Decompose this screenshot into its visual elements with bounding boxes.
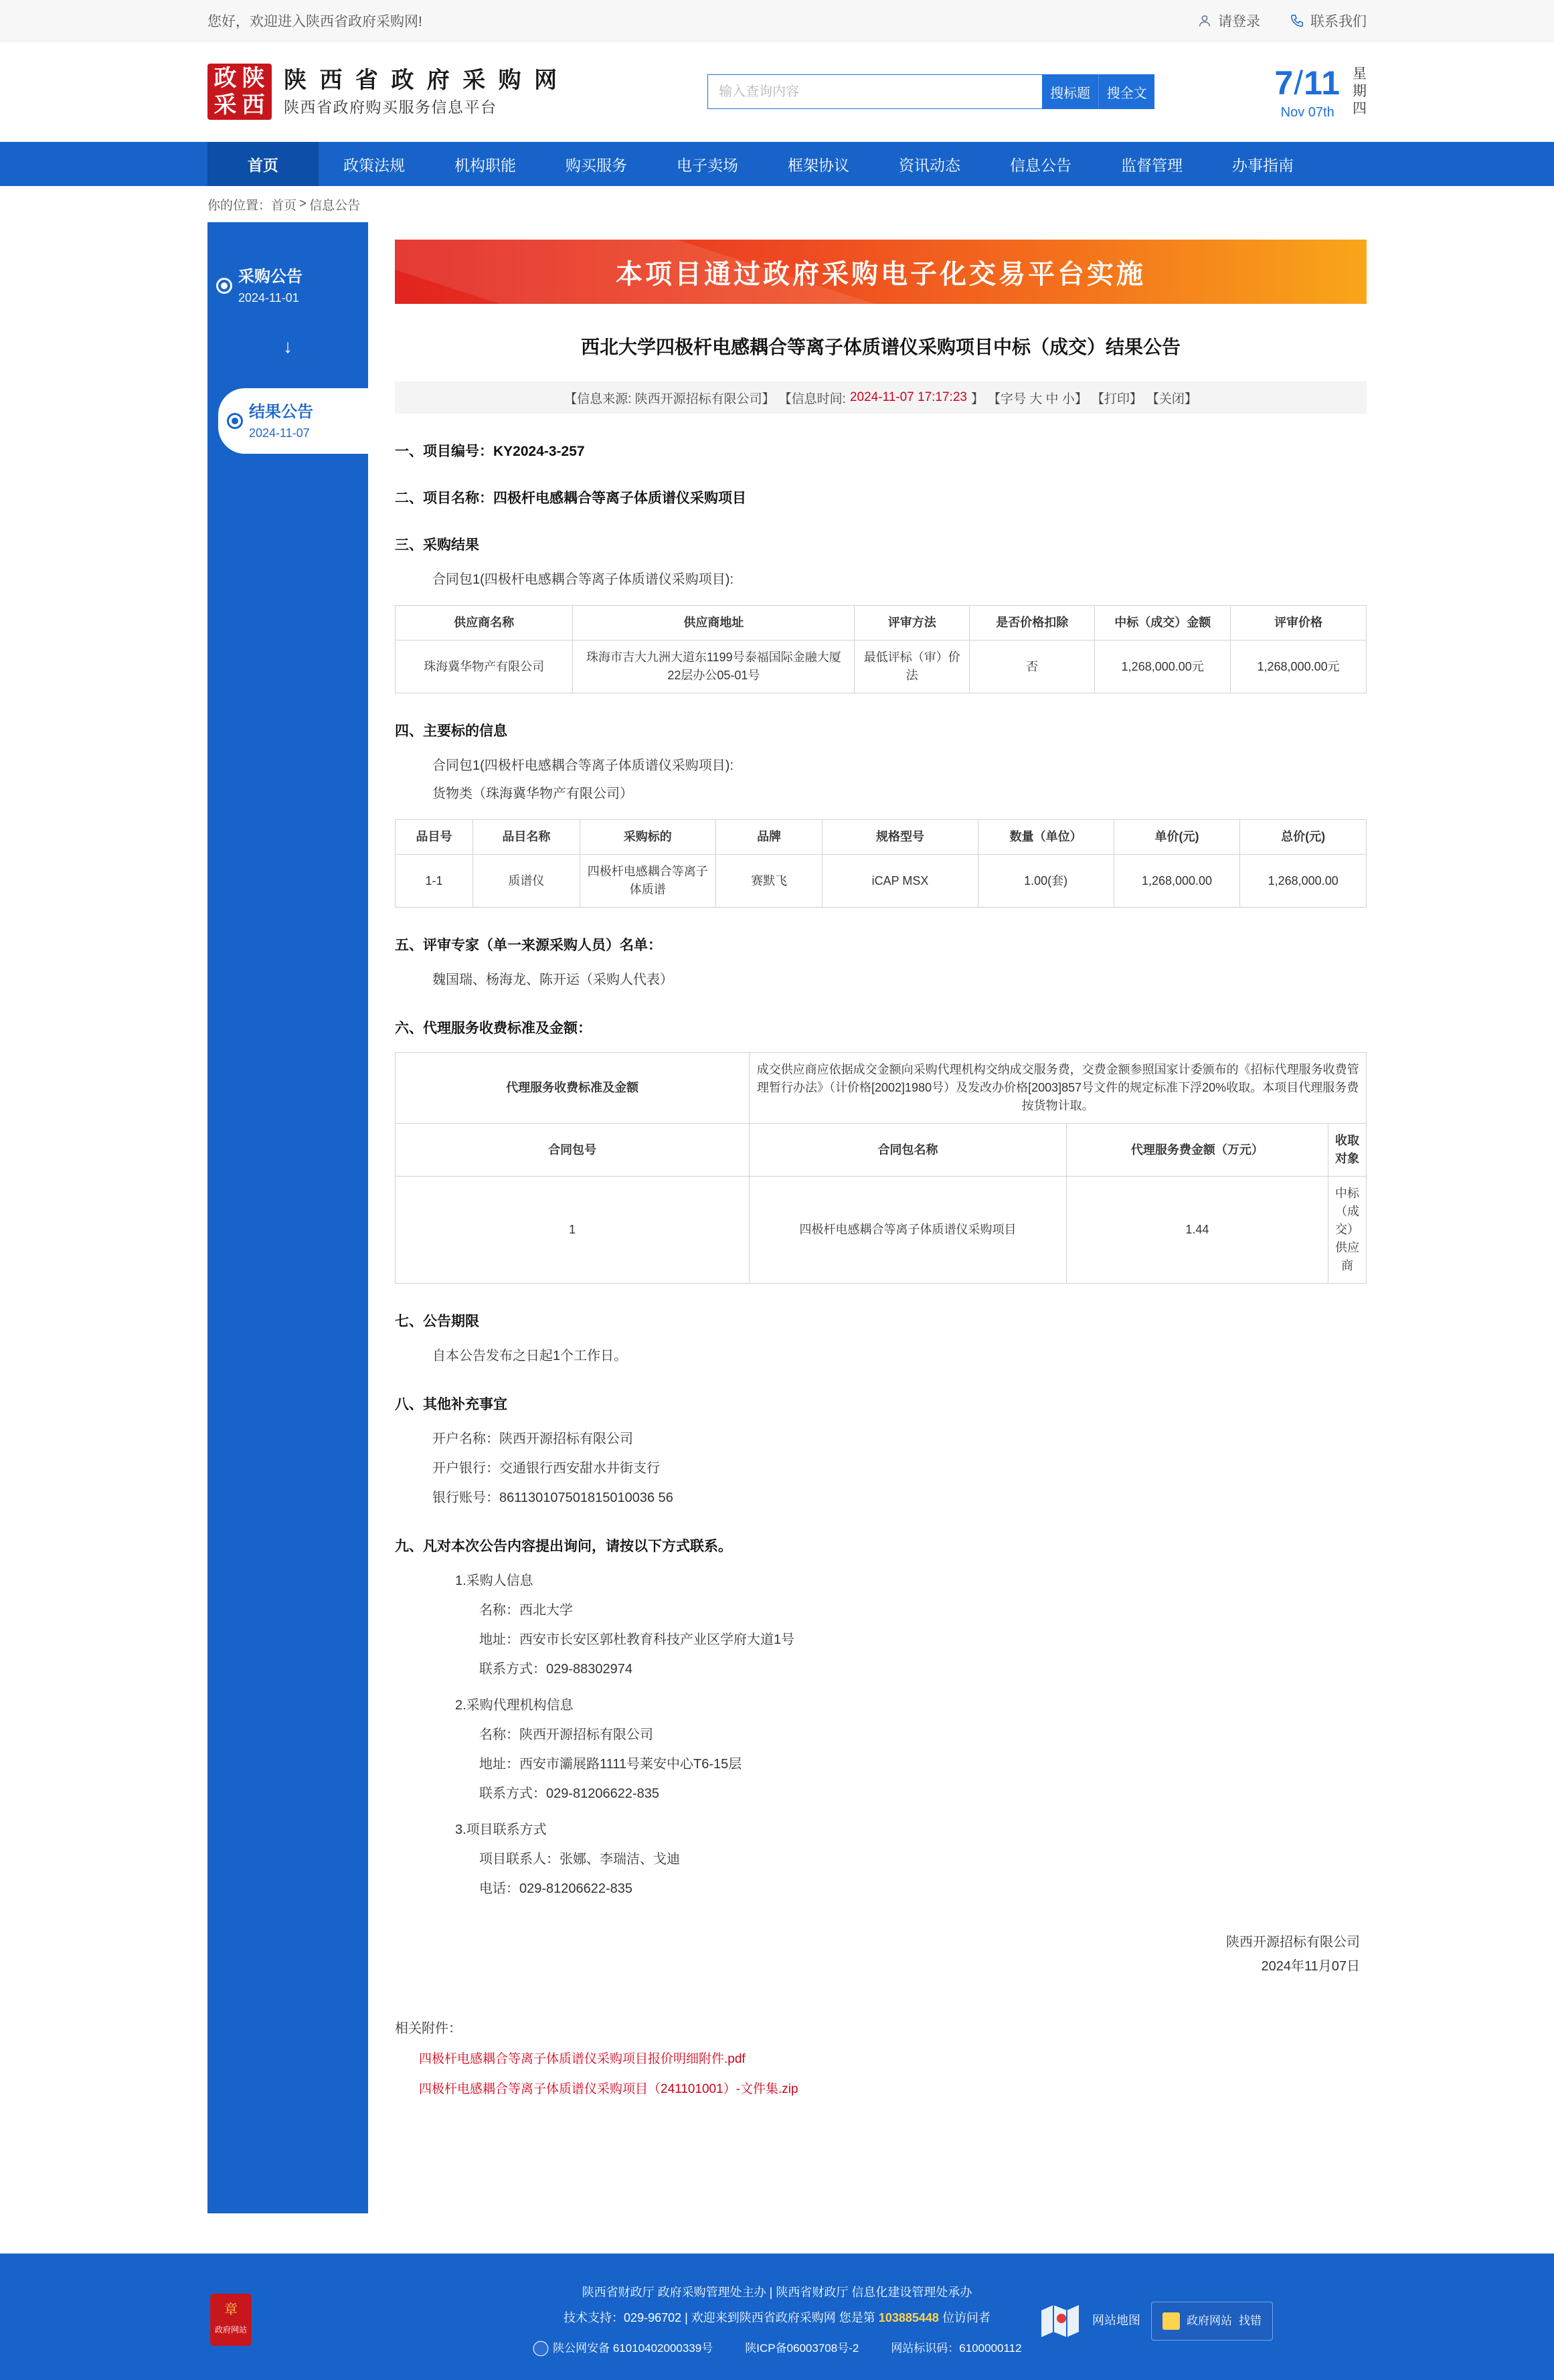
contact-2-name: 名称：陕西开源招标有限公司 <box>479 1727 653 1742</box>
section-2-title: 二、项目名称：四极杆电感耦合等离子体质谱仪采购项目 <box>395 491 746 506</box>
td-item-no: 1-1 <box>396 855 473 908</box>
contact-3-person: 项目联系人：张娜、李瑞洁、戈迪 <box>479 1852 680 1867</box>
print-link[interactable]: 【打印】 <box>1091 392 1142 406</box>
section-3-title: 三、采购结果 <box>395 537 479 553</box>
government-seal-icon <box>207 2291 254 2349</box>
platform-banner: 本项目通过政府采购电子化交易平台实施 <box>395 240 1367 304</box>
th-item-no: 品目号 <box>396 820 473 855</box>
signature-org: 陕西开源招标有限公司 <box>1226 1935 1360 1950</box>
contact-1-name: 名称：西北大学 <box>479 1603 573 1618</box>
sidebar-item-title: 采购公告 <box>238 268 303 286</box>
meta-font-size[interactable]: 【字号 大 中 小】 <box>988 392 1088 406</box>
table-row <box>396 855 1367 908</box>
login-label: 请登录 <box>1218 13 1260 29</box>
visitor-count: 103885448 <box>878 2310 939 2324</box>
meta-source: 【信息来源: 陕西开源招标有限公司】 <box>564 392 775 406</box>
table-header-row <box>396 820 1367 855</box>
contact-2-phone: 联系方式：029-81206622-835 <box>479 1786 660 1801</box>
footer-line-1: 陕西省财政厅 政府采购管理处主办 | 陕西省财政厅 信息化建设管理处承办 <box>582 2286 972 2299</box>
user-icon <box>1197 13 1212 28</box>
date-english: Nov 07th <box>1280 104 1334 120</box>
document-body <box>368 222 1367 2137</box>
th-item-name: 品目名称 <box>473 820 580 855</box>
table-header-row <box>396 1124 1367 1177</box>
section-7-body: 自本公告发布之日起1个工作日。 <box>432 1349 628 1363</box>
th-brand: 品牌 <box>715 820 823 855</box>
page-title: 西北大学四极杆电感耦合等离子体质谱仪采购项目中标（成交）结果公告 <box>580 337 1181 357</box>
th-price-deduction: 是否价格扣除 <box>970 606 1095 641</box>
footer-visitor-suffix: 位访问者 <box>942 2310 990 2324</box>
td-package-name: 四极杆电感耦合等离子体质谱仪采购项目 <box>750 1177 1067 1284</box>
contact-3-phone: 电话：029-81206622-835 <box>479 1881 633 1896</box>
top-bar-right <box>1197 11 1367 31</box>
date-widget <box>1274 64 1367 120</box>
meta-bar <box>395 381 1367 414</box>
contact-2-address: 地址：西安市灞展路1111号莱安中心T6-15层 <box>479 1757 742 1772</box>
contact-group-2-head: 2.采购代理机构信息 <box>455 1698 574 1713</box>
site-header <box>0 41 1554 142</box>
td-quantity: 1.00(套) <box>978 855 1114 908</box>
icp-record[interactable]: 陕ICP备06003708号-2 <box>745 2341 859 2355</box>
th-package-name: 合同包名称 <box>750 1124 1067 1177</box>
th-fee-payer: 收取对象 <box>1328 1124 1366 1177</box>
breadcrumb-home[interactable]: 首页 <box>271 198 297 213</box>
site-subtitle: 陕西省政府购买服务信息平台 <box>284 98 497 116</box>
top-greeting: 您好，欢迎进入陕西省政府采购网! <box>207 13 422 29</box>
td-total-price: 1,268,000.00 <box>1240 855 1367 908</box>
nav-item-functions[interactable]: 机构职能 <box>454 156 516 174</box>
svg-text:政府网站: 政府网站 <box>214 2325 248 2334</box>
section-7-title: 七、公告期限 <box>395 1314 479 1329</box>
table-row <box>396 1053 1367 1124</box>
weekday-label: 星 期 四 <box>1353 66 1367 117</box>
logo-mark-icon: 政 陕 采 西 <box>207 64 272 120</box>
section-8-line-3: 银行账号：861130107501815010036 56 <box>432 1491 673 1505</box>
attachment-link-zip[interactable]: 四极杆电感耦合等离子体质谱仪采购项目（241101001）-文件集.zip <box>419 2082 798 2096</box>
td-agency-fee: 1.44 <box>1066 1177 1328 1284</box>
nav-item-supervision[interactable]: 监督管理 <box>1121 156 1183 174</box>
sidebar-item-date: 2024-11-07 <box>249 426 310 440</box>
date-day-month: 7/11 <box>1274 64 1341 102</box>
sidebar-item-purchase-notice[interactable] <box>207 253 368 319</box>
td-supplier-address: 珠海市吉大九洲大道东1199号泰福国际金融大厦22层办公05-01号 <box>573 641 855 693</box>
section-8-line-1: 开户名称：陕西开源招标有限公司 <box>432 1432 633 1446</box>
th-supplier-name: 供应商名称 <box>396 606 573 641</box>
sidebar-item-title: 结果公告 <box>249 403 313 422</box>
top-bar <box>0 0 1554 41</box>
content-area <box>0 222 1554 2213</box>
footer-icons <box>1039 2302 1273 2341</box>
contact-1-phone: 联系方式：029-88302974 <box>479 1662 633 1677</box>
td-review-method: 最低评标（审）价法 <box>855 641 970 693</box>
site-logo[interactable] <box>207 64 560 120</box>
sidebar-item-date: 2024-11-01 <box>238 291 299 305</box>
goods-table <box>395 819 1367 908</box>
section-1-title: 一、项目编号：KY2024-3-257 <box>395 444 585 459</box>
th-award-amount: 中标（成交）金额 <box>1095 606 1231 641</box>
search-input[interactable] <box>707 74 1042 109</box>
meta-time-value: 2024-11-07 17:17:23 <box>849 390 967 404</box>
footer-tech-support: 技术支持：029-96702 | 欢迎来到陕西省政府采购网 您是第 <box>564 2310 875 2324</box>
th-review-method: 评审方法 <box>855 606 970 641</box>
th-procurement-target: 采购标的 <box>580 820 715 855</box>
td-award-amount: 1,268,000.00元 <box>1095 641 1231 693</box>
table-row <box>396 641 1367 693</box>
sidebar <box>207 222 368 2213</box>
th-total-price: 总价(元) <box>1240 820 1367 855</box>
td-fee-payer: 中标（成交）供应商 <box>1328 1177 1366 1284</box>
contact-group-3-head: 3.项目联系方式 <box>455 1822 547 1837</box>
meta-time-close: 】 <box>970 392 984 406</box>
td-price-deduction: 否 <box>970 641 1095 693</box>
nav-item-emarket[interactable]: 电子卖场 <box>677 156 738 174</box>
section-4-subtitle-1: 合同包1(四极杆电感耦合等离子体质谱仪采购项目): <box>432 758 733 773</box>
phone-icon <box>1290 13 1304 28</box>
badge-label-2: 找错 <box>1239 2314 1262 2327</box>
site-title: 陕 西 省 政 府 采 购 网 <box>284 67 561 93</box>
signature-block <box>395 1930 1367 1978</box>
th-supplier-address: 供应商地址 <box>573 606 855 641</box>
breadcrumb-separator: > <box>299 197 307 211</box>
table-header-row <box>396 606 1367 641</box>
nav-item-announcements[interactable]: 信息公告 <box>1010 156 1071 174</box>
section-4-title: 四、主要标的信息 <box>395 724 507 739</box>
section-9-title: 九、凡对本次公告内容提出询问，请按以下方式联系。 <box>395 1539 732 1554</box>
main-nav <box>0 142 1554 186</box>
nav-item-home[interactable]: 首页 <box>207 142 319 186</box>
section-6-title: 六、代理服务收费标准及金额： <box>395 1021 592 1036</box>
login-link[interactable] <box>1197 11 1260 31</box>
sitemap-icon[interactable] <box>1039 2302 1082 2340</box>
th-unit-price: 单价(元) <box>1114 820 1240 855</box>
attachment-link-pdf[interactable]: 四极杆电感耦合等离子体质谱仪采购项目报价明细附件.pdf <box>419 2052 746 2066</box>
breadcrumb-label: 你的位置： <box>207 198 272 213</box>
contact-link[interactable] <box>1290 11 1367 31</box>
contact-label: 联系我们 <box>1310 13 1367 29</box>
police-badge-icon <box>532 2340 549 2357</box>
arrow-down-icon: ↓ <box>283 336 292 357</box>
th-model: 规格型号 <box>823 820 978 855</box>
signature-date: 2024年11月07日 <box>1261 1959 1360 1974</box>
timeline-dot-icon <box>218 280 230 292</box>
badge-label-1: 政府网站 <box>1187 2314 1232 2327</box>
nav-item-framework[interactable]: 框架协议 <box>788 156 849 174</box>
website-cert: 网站标识码：6100000112 <box>891 2341 1022 2355</box>
footer-spacer <box>0 2213 1554 2254</box>
timeline-dot-active-icon <box>229 415 241 427</box>
td-package-no: 1 <box>396 1177 750 1284</box>
result-table <box>395 605 1367 693</box>
td-fee-description: 成交供应商应依据成交金额向采购代理机构交纳成交服务费，交费金额参照国家计委颁布的《招标代理服务收费管理暂行办法》（计价格[2002]1980号）及发改办价格[2003]857号文件的规定标准下浮20%收取。本项目代理服务费按货物计取。 <box>750 1053 1367 1124</box>
contact-1-address: 地址：西安市长安区郭杜教育科技产业区学府大道1号 <box>479 1632 795 1647</box>
td-procurement-target: 四极杆电感耦合等离子体质谱 <box>580 855 715 908</box>
th-review-price: 评审价格 <box>1231 606 1367 641</box>
breadcrumb-current: 信息公告 <box>309 198 361 213</box>
gov-website-badge[interactable] <box>1151 2302 1273 2341</box>
meta-time-label: 【信息时间: <box>778 392 846 406</box>
breadcrumb <box>0 186 1554 222</box>
nav-item-policy[interactable]: 政策法规 <box>343 156 405 174</box>
attachments-title: 相关附件： <box>395 2021 462 2036</box>
search-title-button[interactable]: 搜标题 <box>1042 74 1098 109</box>
td-review-price: 1,268,000.00元 <box>1231 641 1367 693</box>
section-3-subtitle: 合同包1(四极杆电感耦合等离子体质谱仪采购项目): <box>432 572 733 587</box>
nav-item-purchase-service[interactable]: 购买服务 <box>566 156 627 174</box>
search-fulltext-button[interactable]: 搜全文 <box>1098 74 1154 109</box>
nav-item-news[interactable]: 资讯动态 <box>899 156 960 174</box>
nav-item-guide[interactable]: 办事指南 <box>1232 156 1294 174</box>
td-supplier-name: 珠海冀华物产有限公司 <box>396 641 573 693</box>
svg-text:章: 章 <box>224 2301 238 2317</box>
search-bar <box>707 74 1154 109</box>
table-row <box>396 1177 1367 1284</box>
site-footer <box>0 2254 1554 2380</box>
th-quantity: 数量（单位） <box>978 820 1114 855</box>
section-8-title: 八、其他补充事宜 <box>395 1397 507 1412</box>
th-package-no: 合同包号 <box>396 1124 750 1177</box>
badge-square-icon <box>1162 2312 1180 2330</box>
police-record[interactable]: 陕公网安备 61010402000339号 <box>532 2336 713 2361</box>
section-4-subtitle-2: 货物类（珠海冀华物产有限公司） <box>432 786 633 801</box>
sitemap-label[interactable]: 网站地图 <box>1092 2313 1140 2327</box>
th-agency-fee: 代理服务费金额（万元） <box>1066 1124 1328 1177</box>
td-fee-left-header: 代理服务收费标准及金额 <box>396 1053 750 1124</box>
section-5-body: 魏国瑞、杨海龙、陈开运（采购人代表） <box>432 972 673 987</box>
contact-group-1-head: 1.采购人信息 <box>455 1574 533 1588</box>
td-model: iCAP MSX <box>823 855 978 908</box>
close-link[interactable]: 【关闭】 <box>1146 392 1197 406</box>
section-5-title: 五、评审专家（单一来源采购人员）名单： <box>395 938 662 953</box>
td-unit-price: 1,268,000.00 <box>1114 855 1240 908</box>
section-8-line-2: 开户银行：交通银行西安甜水井街支行 <box>432 1461 660 1476</box>
td-brand: 赛默飞 <box>715 855 823 908</box>
td-item-name: 质谱仪 <box>473 855 580 908</box>
fee-table <box>395 1052 1367 1284</box>
sidebar-item-result-notice[interactable] <box>218 388 368 454</box>
